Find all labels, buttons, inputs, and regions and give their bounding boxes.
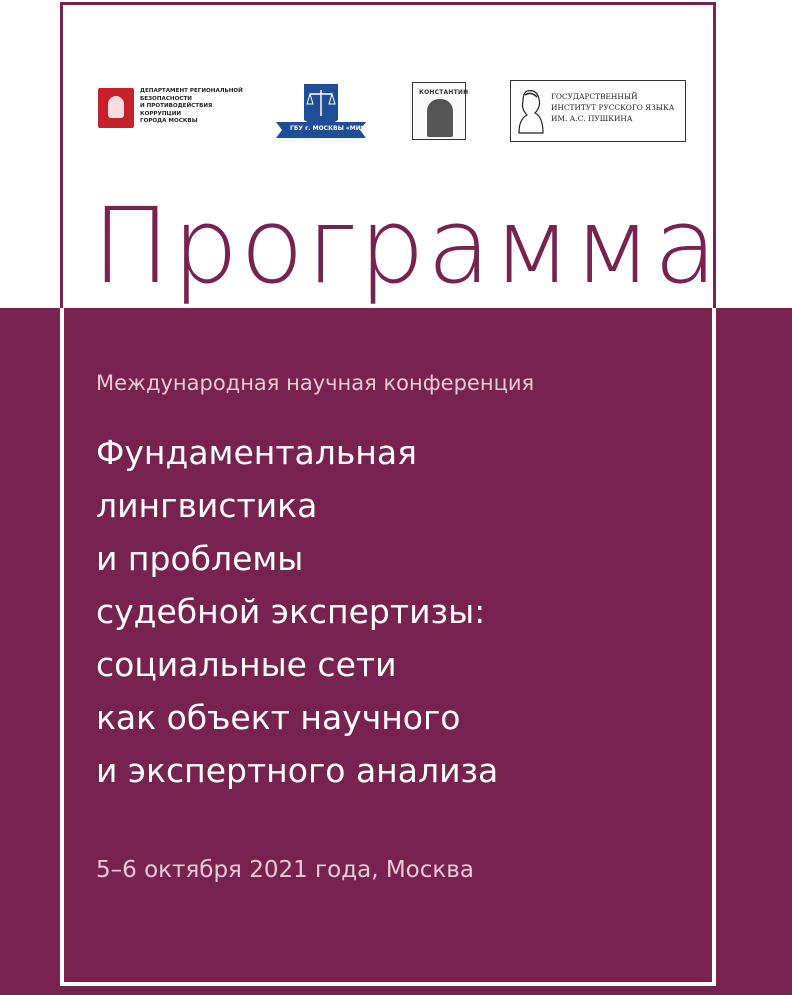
program-title: Программа [92,185,720,307]
konstantin-logo [412,80,470,144]
logo-row [96,80,686,150]
moscow-department-logo [96,80,246,144]
pushkin-institute-text: ГОСУДАРСТВЕННЫЙ ИНСТИТУТ РУССКОГО ЯЗЫКА ИМ. А.С. ПУШКИНА [551,92,675,123]
pushkin-portrait-icon [515,87,545,135]
moscow-department-text: ДЕПАРТАМЕНТ РЕГИОНАЛЬНОЙ БЕЗОПАСНОСТИ И ПРОТИВОДЕЙСТВИЯ КОРРУПЦИИ ГОРОДА МОСКВЫ [140,88,243,124]
scales-of-justice-icon [274,80,371,142]
pushkin-institute-logo [510,80,686,144]
conference-title-line: Фундаментальная [96,433,417,472]
conference-subtitle: Международная научная конференция [96,371,535,395]
conference-title-line: лингвистика [96,486,318,525]
conference-title-line: и проблемы [96,539,304,578]
konstantin-frame [412,82,469,140]
conference-dates: 5–6 октября 2021 года, Москва [96,857,474,883]
konstantin-text: КОНСТАНТИН [419,89,469,96]
conference-title-line: судебной экспертизы: [96,592,486,631]
court-banner-text: ГБУ г. МОСКВЫ «МИЦ» [290,125,371,132]
conference-title [96,426,696,797]
conference-title-line: как объект научного [96,698,461,737]
pushkin-frame [510,80,686,142]
conference-title-line: и экспертного анализа [96,751,499,790]
conference-title-line: социальные сети [96,645,397,684]
saint-figure-icon [427,99,453,137]
court-expertise-logo [274,80,371,144]
moscow-coat-of-arms-icon [98,88,134,128]
